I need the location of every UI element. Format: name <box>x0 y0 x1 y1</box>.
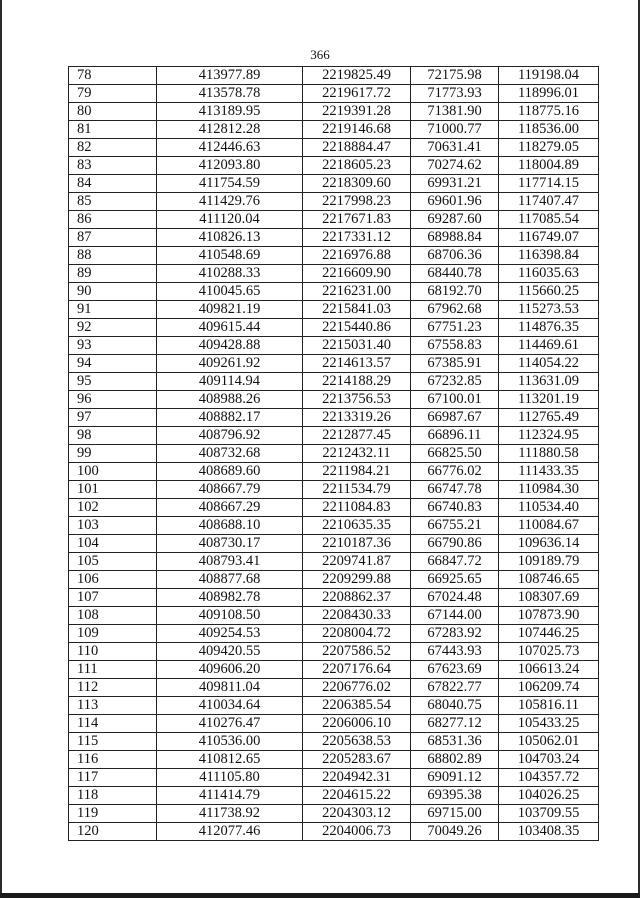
value-c-cell: 67962.68 <box>411 301 499 319</box>
value-b-cell: 2207176.64 <box>303 661 411 679</box>
value-c-cell: 69715.00 <box>411 805 499 823</box>
row-index-cell: 112 <box>69 679 157 697</box>
row-index-cell: 93 <box>69 337 157 355</box>
row-index-cell: 114 <box>69 715 157 733</box>
value-d-cell: 114054.22 <box>499 355 599 373</box>
value-d-cell: 116749.07 <box>499 229 599 247</box>
value-c-cell: 68277.12 <box>411 715 499 733</box>
value-d-cell: 110084.67 <box>499 517 599 535</box>
table-row <box>69 247 599 265</box>
value-d-cell: 105062.01 <box>499 733 599 751</box>
table-row <box>69 139 599 157</box>
table-row <box>69 769 599 787</box>
value-b-cell: 2210187.36 <box>303 535 411 553</box>
value-c-cell: 66755.21 <box>411 517 499 535</box>
value-b-cell: 2217671.83 <box>303 211 411 229</box>
value-d-cell: 110534.40 <box>499 499 599 517</box>
value-b-cell: 2204942.31 <box>303 769 411 787</box>
coordinate-table-body <box>69 67 599 841</box>
value-b-cell: 2219146.68 <box>303 121 411 139</box>
value-d-cell: 117714.15 <box>499 175 599 193</box>
value-d-cell: 110984.30 <box>499 481 599 499</box>
row-index-cell: 113 <box>69 697 157 715</box>
row-index-cell: 104 <box>69 535 157 553</box>
value-b-cell: 2219391.28 <box>303 103 411 121</box>
value-d-cell: 119198.04 <box>499 67 599 85</box>
value-b-cell: 2205283.67 <box>303 751 411 769</box>
row-index-cell: 78 <box>69 67 157 85</box>
value-c-cell: 67623.69 <box>411 661 499 679</box>
value-a-cell: 409108.50 <box>157 607 303 625</box>
value-d-cell: 116035.63 <box>499 265 599 283</box>
value-b-cell: 2217331.12 <box>303 229 411 247</box>
value-a-cell: 409811.04 <box>157 679 303 697</box>
value-d-cell: 118996.01 <box>499 85 599 103</box>
table-row <box>69 481 599 499</box>
value-c-cell: 66987.67 <box>411 409 499 427</box>
table-row <box>69 553 599 571</box>
row-index-cell: 90 <box>69 283 157 301</box>
value-a-cell: 412093.80 <box>157 157 303 175</box>
value-b-cell: 2206776.02 <box>303 679 411 697</box>
row-index-cell: 81 <box>69 121 157 139</box>
value-c-cell: 71000.77 <box>411 121 499 139</box>
table-row <box>69 211 599 229</box>
value-d-cell: 114876.35 <box>499 319 599 337</box>
value-b-cell: 2204615.22 <box>303 787 411 805</box>
value-a-cell: 411414.79 <box>157 787 303 805</box>
table-row <box>69 751 599 769</box>
value-d-cell: 105433.25 <box>499 715 599 733</box>
value-c-cell: 66925.65 <box>411 571 499 589</box>
value-b-cell: 2207586.52 <box>303 643 411 661</box>
value-c-cell: 68192.70 <box>411 283 499 301</box>
value-a-cell: 410826.13 <box>157 229 303 247</box>
value-c-cell: 67751.23 <box>411 319 499 337</box>
value-d-cell: 108746.65 <box>499 571 599 589</box>
value-b-cell: 2212432.11 <box>303 445 411 463</box>
value-c-cell: 68988.84 <box>411 229 499 247</box>
table-row <box>69 301 599 319</box>
table-row <box>69 535 599 553</box>
row-index-cell: 82 <box>69 139 157 157</box>
value-a-cell: 408882.17 <box>157 409 303 427</box>
table-row <box>69 103 599 121</box>
row-index-cell: 99 <box>69 445 157 463</box>
value-c-cell: 72175.98 <box>411 67 499 85</box>
row-index-cell: 103 <box>69 517 157 535</box>
value-a-cell: 411738.92 <box>157 805 303 823</box>
table-row <box>69 175 599 193</box>
value-d-cell: 116398.84 <box>499 247 599 265</box>
row-index-cell: 80 <box>69 103 157 121</box>
value-b-cell: 2219825.49 <box>303 67 411 85</box>
row-index-cell: 101 <box>69 481 157 499</box>
row-index-cell: 100 <box>69 463 157 481</box>
value-a-cell: 408796.92 <box>157 427 303 445</box>
value-a-cell: 410812.65 <box>157 751 303 769</box>
table-row <box>69 193 599 211</box>
row-index-cell: 79 <box>69 85 157 103</box>
row-index-cell: 95 <box>69 373 157 391</box>
value-a-cell: 411754.59 <box>157 175 303 193</box>
value-a-cell: 412077.46 <box>157 823 303 841</box>
value-b-cell: 2215031.40 <box>303 337 411 355</box>
value-d-cell: 115273.53 <box>499 301 599 319</box>
table-row <box>69 643 599 661</box>
value-a-cell: 410536.00 <box>157 733 303 751</box>
value-d-cell: 104357.72 <box>499 769 599 787</box>
row-index-cell: 108 <box>69 607 157 625</box>
value-b-cell: 2205638.53 <box>303 733 411 751</box>
value-d-cell: 113201.19 <box>499 391 599 409</box>
value-a-cell: 413578.78 <box>157 85 303 103</box>
value-c-cell: 66776.02 <box>411 463 499 481</box>
value-c-cell: 67144.00 <box>411 607 499 625</box>
value-d-cell: 112324.95 <box>499 427 599 445</box>
value-b-cell: 2214613.57 <box>303 355 411 373</box>
row-index-cell: 86 <box>69 211 157 229</box>
table-row <box>69 121 599 139</box>
value-c-cell: 66825.50 <box>411 445 499 463</box>
value-d-cell: 117085.54 <box>499 211 599 229</box>
value-b-cell: 2204006.73 <box>303 823 411 841</box>
value-a-cell: 409254.53 <box>157 625 303 643</box>
value-a-cell: 408667.79 <box>157 481 303 499</box>
scan-edge-left <box>0 0 2 898</box>
table-row <box>69 571 599 589</box>
value-a-cell: 408988.26 <box>157 391 303 409</box>
row-index-cell: 116 <box>69 751 157 769</box>
row-index-cell: 102 <box>69 499 157 517</box>
value-c-cell: 67024.48 <box>411 589 499 607</box>
value-c-cell: 70274.62 <box>411 157 499 175</box>
value-a-cell: 409615.44 <box>157 319 303 337</box>
value-a-cell: 413189.95 <box>157 103 303 121</box>
value-b-cell: 2210635.35 <box>303 517 411 535</box>
value-c-cell: 69091.12 <box>411 769 499 787</box>
value-a-cell: 408732.68 <box>157 445 303 463</box>
table-row <box>69 661 599 679</box>
value-a-cell: 412446.63 <box>157 139 303 157</box>
scan-edge-bottom <box>0 893 640 898</box>
table-row <box>69 85 599 103</box>
row-index-cell: 87 <box>69 229 157 247</box>
row-index-cell: 92 <box>69 319 157 337</box>
value-d-cell: 104703.24 <box>499 751 599 769</box>
value-b-cell: 2216976.88 <box>303 247 411 265</box>
value-b-cell: 2218884.47 <box>303 139 411 157</box>
table-row <box>69 373 599 391</box>
table-row <box>69 409 599 427</box>
value-c-cell: 66740.83 <box>411 499 499 517</box>
table-row <box>69 589 599 607</box>
value-b-cell: 2209741.87 <box>303 553 411 571</box>
value-a-cell: 412812.28 <box>157 121 303 139</box>
table-row <box>69 229 599 247</box>
row-index-cell: 106 <box>69 571 157 589</box>
value-c-cell: 67385.91 <box>411 355 499 373</box>
value-b-cell: 2219617.72 <box>303 85 411 103</box>
row-index-cell: 96 <box>69 391 157 409</box>
value-d-cell: 107446.25 <box>499 625 599 643</box>
value-b-cell: 2213756.53 <box>303 391 411 409</box>
table-row <box>69 697 599 715</box>
table-row <box>69 517 599 535</box>
table-row <box>69 355 599 373</box>
value-b-cell: 2218309.60 <box>303 175 411 193</box>
table-row <box>69 319 599 337</box>
value-d-cell: 107025.73 <box>499 643 599 661</box>
table-row <box>69 733 599 751</box>
value-a-cell: 408667.29 <box>157 499 303 517</box>
value-c-cell: 66747.78 <box>411 481 499 499</box>
value-b-cell: 2215841.03 <box>303 301 411 319</box>
value-d-cell: 114469.61 <box>499 337 599 355</box>
value-a-cell: 409261.92 <box>157 355 303 373</box>
value-a-cell: 408982.78 <box>157 589 303 607</box>
value-d-cell: 106613.24 <box>499 661 599 679</box>
row-index-cell: 105 <box>69 553 157 571</box>
value-b-cell: 2208862.37 <box>303 589 411 607</box>
value-b-cell: 2216609.90 <box>303 265 411 283</box>
value-d-cell: 103408.35 <box>499 823 599 841</box>
value-b-cell: 2218605.23 <box>303 157 411 175</box>
row-index-cell: 107 <box>69 589 157 607</box>
value-d-cell: 104026.25 <box>499 787 599 805</box>
row-index-cell: 111 <box>69 661 157 679</box>
row-index-cell: 119 <box>69 805 157 823</box>
value-b-cell: 2215440.86 <box>303 319 411 337</box>
value-b-cell: 2211534.79 <box>303 481 411 499</box>
value-c-cell: 66896.11 <box>411 427 499 445</box>
value-b-cell: 2216231.00 <box>303 283 411 301</box>
value-b-cell: 2211084.83 <box>303 499 411 517</box>
value-d-cell: 106209.74 <box>499 679 599 697</box>
row-index-cell: 97 <box>69 409 157 427</box>
row-index-cell: 115 <box>69 733 157 751</box>
value-c-cell: 69601.96 <box>411 193 499 211</box>
value-a-cell: 408877.68 <box>157 571 303 589</box>
value-d-cell: 109636.14 <box>499 535 599 553</box>
value-b-cell: 2211984.21 <box>303 463 411 481</box>
table-row <box>69 337 599 355</box>
value-c-cell: 67232.85 <box>411 373 499 391</box>
table-row <box>69 67 599 85</box>
value-a-cell: 408730.17 <box>157 535 303 553</box>
table-row <box>69 679 599 697</box>
value-b-cell: 2209299.88 <box>303 571 411 589</box>
value-c-cell: 68706.36 <box>411 247 499 265</box>
value-a-cell: 408688.10 <box>157 517 303 535</box>
table-row <box>69 157 599 175</box>
value-a-cell: 410045.65 <box>157 283 303 301</box>
row-index-cell: 88 <box>69 247 157 265</box>
value-d-cell: 118536.00 <box>499 121 599 139</box>
row-index-cell: 117 <box>69 769 157 787</box>
table-row <box>69 265 599 283</box>
value-b-cell: 2204303.12 <box>303 805 411 823</box>
value-a-cell: 408793.41 <box>157 553 303 571</box>
row-index-cell: 89 <box>69 265 157 283</box>
value-d-cell: 111433.35 <box>499 463 599 481</box>
value-d-cell: 109189.79 <box>499 553 599 571</box>
value-a-cell: 413977.89 <box>157 67 303 85</box>
value-a-cell: 410276.47 <box>157 715 303 733</box>
value-a-cell: 409114.94 <box>157 373 303 391</box>
row-index-cell: 110 <box>69 643 157 661</box>
value-b-cell: 2208430.33 <box>303 607 411 625</box>
row-index-cell: 98 <box>69 427 157 445</box>
value-a-cell: 410034.64 <box>157 697 303 715</box>
value-c-cell: 71773.93 <box>411 85 499 103</box>
row-index-cell: 94 <box>69 355 157 373</box>
value-c-cell: 68531.36 <box>411 733 499 751</box>
value-a-cell: 411105.80 <box>157 769 303 787</box>
value-c-cell: 68040.75 <box>411 697 499 715</box>
value-d-cell: 118775.16 <box>499 103 599 121</box>
value-b-cell: 2212877.45 <box>303 427 411 445</box>
value-b-cell: 2214188.29 <box>303 373 411 391</box>
value-b-cell: 2206006.10 <box>303 715 411 733</box>
value-d-cell: 107873.90 <box>499 607 599 625</box>
table-row <box>69 823 599 841</box>
value-c-cell: 70631.41 <box>411 139 499 157</box>
value-d-cell: 118004.89 <box>499 157 599 175</box>
row-index-cell: 83 <box>69 157 157 175</box>
value-d-cell: 103709.55 <box>499 805 599 823</box>
value-d-cell: 112765.49 <box>499 409 599 427</box>
value-c-cell: 67822.77 <box>411 679 499 697</box>
table-row <box>69 805 599 823</box>
value-d-cell: 117407.47 <box>499 193 599 211</box>
value-a-cell: 409606.20 <box>157 661 303 679</box>
value-a-cell: 410288.33 <box>157 265 303 283</box>
table-row <box>69 607 599 625</box>
value-d-cell: 105816.11 <box>499 697 599 715</box>
table-row <box>69 391 599 409</box>
value-d-cell: 111880.58 <box>499 445 599 463</box>
value-c-cell: 69931.21 <box>411 175 499 193</box>
table-row <box>69 283 599 301</box>
value-d-cell: 118279.05 <box>499 139 599 157</box>
value-a-cell: 409420.55 <box>157 643 303 661</box>
value-c-cell: 67558.83 <box>411 337 499 355</box>
value-c-cell: 67443.93 <box>411 643 499 661</box>
value-c-cell: 69287.60 <box>411 211 499 229</box>
value-c-cell: 70049.26 <box>411 823 499 841</box>
table-row <box>69 445 599 463</box>
value-c-cell: 66847.72 <box>411 553 499 571</box>
table-row <box>69 625 599 643</box>
table-row <box>69 787 599 805</box>
coordinate-table <box>68 66 599 841</box>
row-index-cell: 118 <box>69 787 157 805</box>
value-c-cell: 71381.90 <box>411 103 499 121</box>
value-a-cell: 411429.76 <box>157 193 303 211</box>
row-index-cell: 91 <box>69 301 157 319</box>
row-index-cell: 109 <box>69 625 157 643</box>
table-row <box>69 715 599 733</box>
value-a-cell: 408689.60 <box>157 463 303 481</box>
row-index-cell: 120 <box>69 823 157 841</box>
value-c-cell: 67283.92 <box>411 625 499 643</box>
value-d-cell: 115660.25 <box>499 283 599 301</box>
value-a-cell: 410548.69 <box>157 247 303 265</box>
value-c-cell: 67100.01 <box>411 391 499 409</box>
value-d-cell: 108307.69 <box>499 589 599 607</box>
value-c-cell: 68440.78 <box>411 265 499 283</box>
value-c-cell: 69395.38 <box>411 787 499 805</box>
value-c-cell: 68802.89 <box>411 751 499 769</box>
value-a-cell: 409821.19 <box>157 301 303 319</box>
value-b-cell: 2213319.26 <box>303 409 411 427</box>
page-number: 366 <box>310 47 330 62</box>
value-b-cell: 2206385.54 <box>303 697 411 715</box>
table-row <box>69 427 599 445</box>
value-a-cell: 411120.04 <box>157 211 303 229</box>
table-row <box>69 499 599 517</box>
value-b-cell: 2217998.23 <box>303 193 411 211</box>
value-b-cell: 2208004.72 <box>303 625 411 643</box>
value-d-cell: 113631.09 <box>499 373 599 391</box>
row-index-cell: 85 <box>69 193 157 211</box>
value-c-cell: 66790.86 <box>411 535 499 553</box>
table-row <box>69 463 599 481</box>
row-index-cell: 84 <box>69 175 157 193</box>
value-a-cell: 409428.88 <box>157 337 303 355</box>
